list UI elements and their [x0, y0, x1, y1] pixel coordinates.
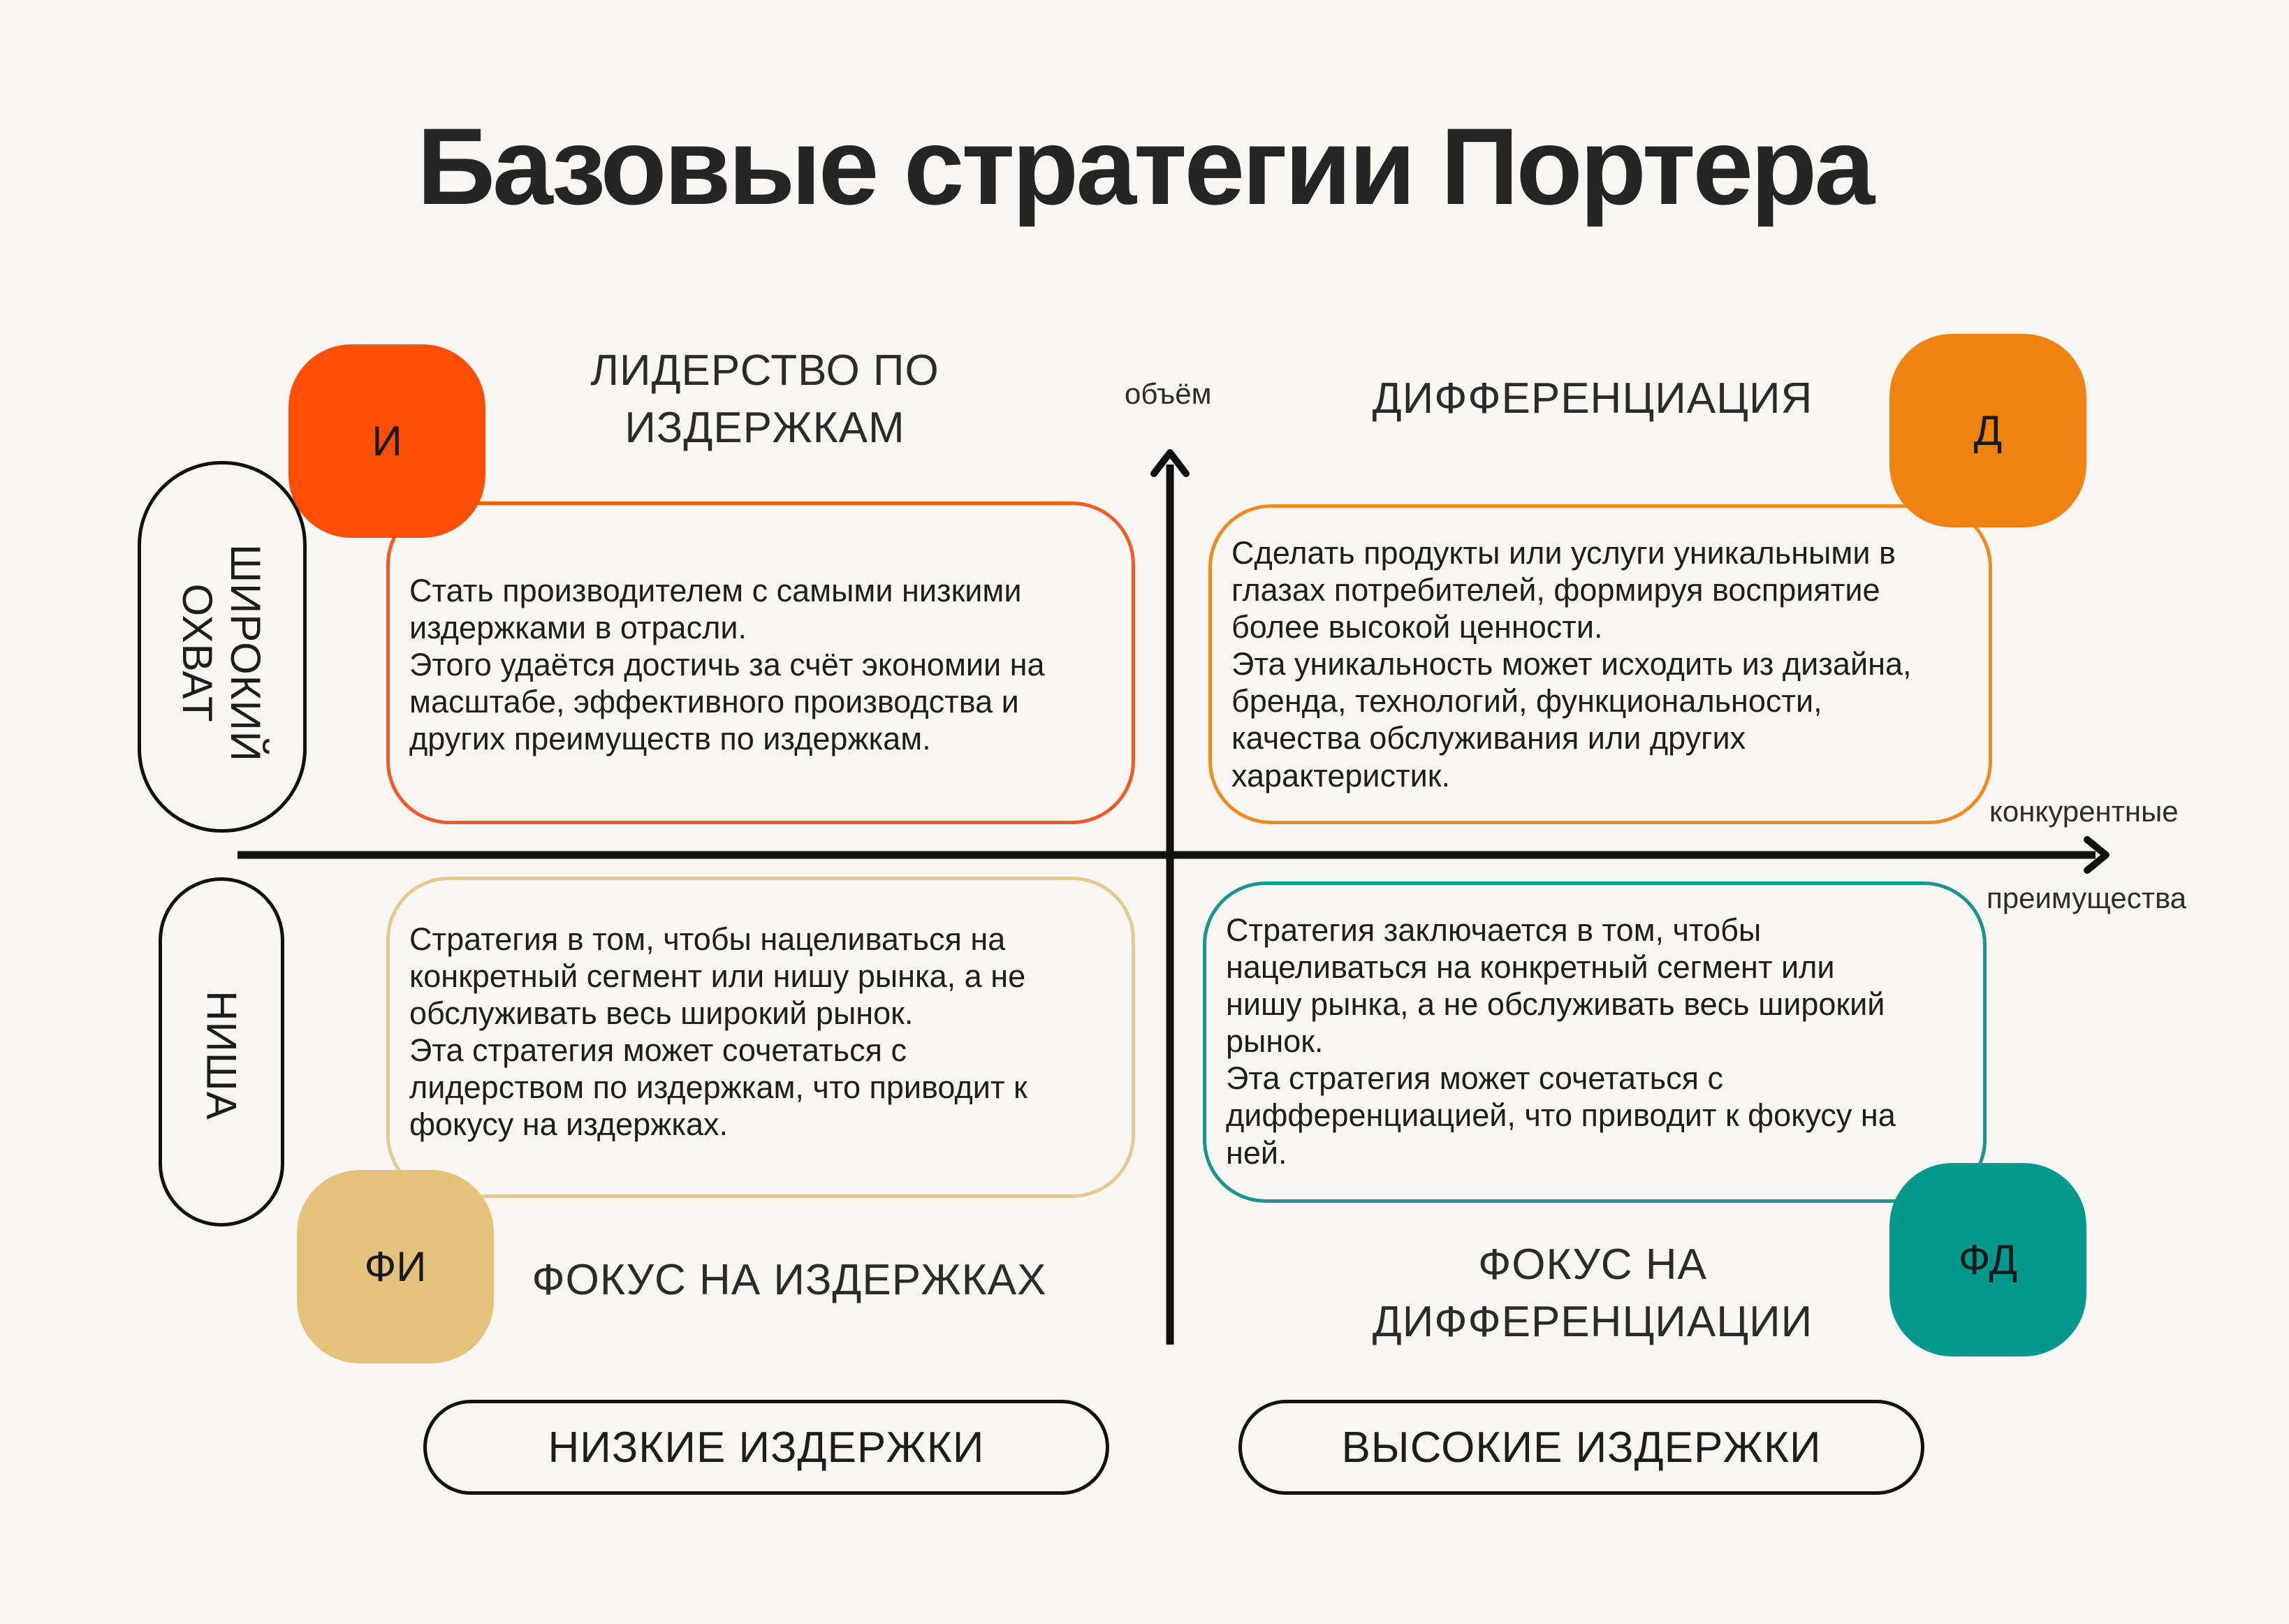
text-line: издержками в отрасли. — [409, 610, 747, 646]
text-line: Этого удаётся достичь за счёт экономии на — [409, 647, 1045, 683]
text-line: Стратегия в том, чтобы нацеливаться на — [409, 921, 1006, 957]
differentiation-focus-heading — [1313, 1236, 1872, 1351]
text-line: фокусу на издержках. — [409, 1106, 729, 1143]
cost-focus-heading: ФОКУС НА ИЗДЕРЖКАХ — [532, 1256, 1047, 1304]
text-line: Сделать продукты или услуги уникальными в — [1231, 535, 1896, 571]
cost-focus-description — [386, 877, 1135, 1198]
text-line: Эта стратегия может сочетаться с — [1226, 1060, 1724, 1097]
text-line: качества обслуживания или других — [1231, 720, 1746, 756]
text-line: ней. — [1226, 1134, 1287, 1171]
heading-line: ИЗДЕРЖКАМ — [624, 403, 905, 452]
heading-line: ДИФФЕРЕНЦИАЦИИ — [1372, 1297, 1813, 1346]
text-line: Стать производителем с самыми низкими — [409, 573, 1022, 608]
text-line: обслуживать весь широкий рынок. — [409, 995, 914, 1032]
column-label-high-costs: ВЫСОКИЕ ИЗДЕРЖКИ — [1238, 1400, 1924, 1495]
heading-line: ФОКУС НА — [1478, 1241, 1707, 1289]
row-label-broad-scope — [138, 461, 307, 833]
text-line: лидерством по издержкам, что приводит к — [409, 1069, 1028, 1106]
horizontal-axis-label-line2: преимущества — [1987, 882, 2187, 914]
differentiation-description — [1208, 504, 1992, 824]
text-line: Стратегия заключается в том, чтобы — [1226, 912, 1762, 948]
differentiation-heading: ДИФФЕРЕНЦИАЦИЯ — [1372, 374, 1813, 423]
text-line: более высокой ценности. — [1231, 609, 1603, 645]
text-line: нацеливаться на конкретный сегмент или — [1226, 949, 1835, 986]
horizontal-axis-label-line1: конкурентные — [1989, 795, 2179, 828]
row-label-broad-line1: ШИРОКИЙ — [222, 544, 269, 762]
column-label-low-costs: НИЗКИЕ ИЗДЕРЖКИ — [423, 1400, 1109, 1495]
text-line: дифференциацией, что приводит к фокусу на — [1226, 1097, 1896, 1134]
text-line: нишу рынка, а не обслуживать весь широкий — [1226, 986, 1885, 1023]
text-line: Эта стратегия может сочетаться с — [409, 1032, 907, 1069]
differentiation-focus-badge: ФД — [1889, 1163, 2086, 1356]
cost-leadership-description — [386, 502, 1135, 824]
cost-focus-badge: ФИ — [297, 1170, 494, 1363]
text-line: бренда, технологий, функциональности, — [1231, 683, 1822, 719]
heading-line: ЛИДЕРСТВО ПО — [590, 346, 939, 395]
row-label-niche-text: НИША — [198, 990, 245, 1120]
differentiation-badge: Д — [1889, 334, 2086, 527]
text-line: характеристик. — [1231, 757, 1451, 793]
text-line: конкретный сегмент или нишу рынка, а не — [409, 958, 1026, 995]
text-line: глазах потребителей, формируя восприятие — [1231, 572, 1880, 608]
vertical-axis-label: объём — [1125, 377, 1212, 410]
text-line: Эта уникальность может исходить из дизайна, — [1231, 646, 1912, 682]
text-line: других преимуществ по издержкам. — [409, 721, 931, 757]
text-line: масштабе, эффективного производства и — [409, 684, 1019, 720]
cost-leadership-badge: И — [288, 344, 485, 538]
row-label-niche — [159, 877, 284, 1227]
text-line: рынок. — [1226, 1023, 1324, 1060]
differentiation-focus-description — [1203, 882, 1987, 1203]
row-label-broad-line2: ОХВАТ — [174, 583, 221, 723]
page-title: Базовые стратегии Портера — [416, 106, 1873, 228]
cost-leadership-heading — [545, 342, 985, 457]
